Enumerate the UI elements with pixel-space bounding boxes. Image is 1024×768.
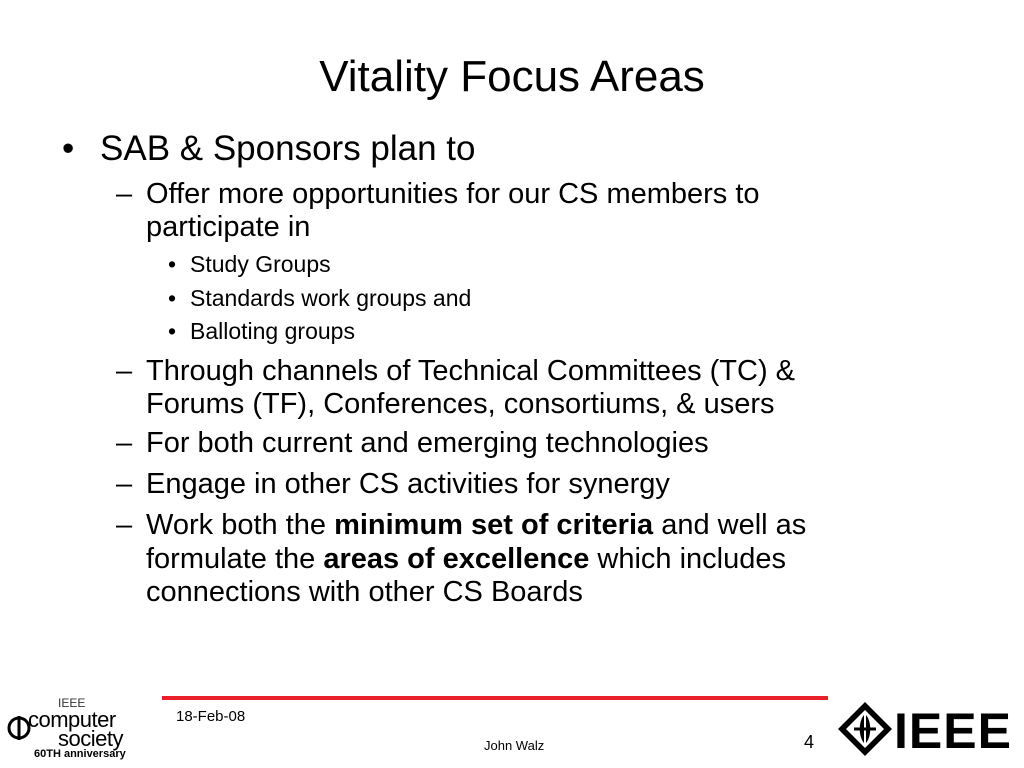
dash-marker: –	[116, 178, 133, 210]
dash-marker: –	[116, 427, 133, 459]
text-run: which includes	[589, 543, 786, 575]
computer-society-logo	[6, 696, 156, 762]
sub-bullet-text	[146, 542, 786, 576]
ieee-diamond-icon	[836, 700, 894, 758]
cs-logo-society: society	[58, 726, 123, 751]
slide-title: Vitality Focus Areas	[319, 52, 705, 101]
bullet-marker: •	[168, 318, 177, 344]
cs-logo-ieee: IEEE	[58, 696, 86, 710]
sub-bullet-text: Forums (TF), Conferences, consortiums, & users	[146, 388, 775, 420]
dash-marker: –	[116, 355, 133, 387]
footer-date: 18-Feb-08	[176, 708, 246, 725]
footer-divider	[162, 696, 828, 700]
sub-bullet-text	[146, 508, 806, 542]
cs-logo-computer: computer	[28, 707, 116, 732]
text-run: Work both the	[146, 509, 335, 541]
ieee-wordmark: IEEE	[894, 703, 1012, 759]
sub-bullet-text: For both current and emerging technologies	[146, 427, 709, 459]
text-run: and well as	[653, 509, 807, 541]
footer-presenter: John Walz	[484, 738, 545, 753]
sub-bullet-text: Through channels of Technical Committees (TC) &	[146, 355, 796, 387]
sub-bullet-text: participate in	[146, 211, 311, 243]
bullet-text: SAB & Sponsors plan to	[100, 129, 476, 168]
page-number: 4	[804, 732, 815, 752]
cs-logo-anniversary: 60TH anniversary	[34, 748, 126, 760]
ieee-logo	[836, 700, 1018, 758]
dash-marker: –	[116, 509, 133, 541]
sub-bullet-text: Engage in other CS activities for synergy	[146, 468, 670, 500]
bullet-marker: •	[168, 285, 177, 311]
dash-marker: –	[116, 468, 133, 500]
sub-bullet-text: Offer more opportunities for our CS members to	[146, 178, 760, 210]
sub-bullet-text: connections with other CS Boards	[146, 576, 583, 608]
text-run: formulate the	[146, 543, 324, 575]
list-item-text: Study Groups	[190, 251, 331, 277]
bullet-marker: •	[168, 251, 177, 277]
list-item-text: Balloting groups	[190, 318, 355, 344]
list-item-text: Standards work groups and	[190, 285, 472, 311]
emphasis-areas-excellence: areas of excellence	[323, 543, 590, 575]
emphasis-minimum-criteria: minimum set of criteria	[334, 509, 654, 541]
bullet-marker: •	[62, 129, 75, 168]
